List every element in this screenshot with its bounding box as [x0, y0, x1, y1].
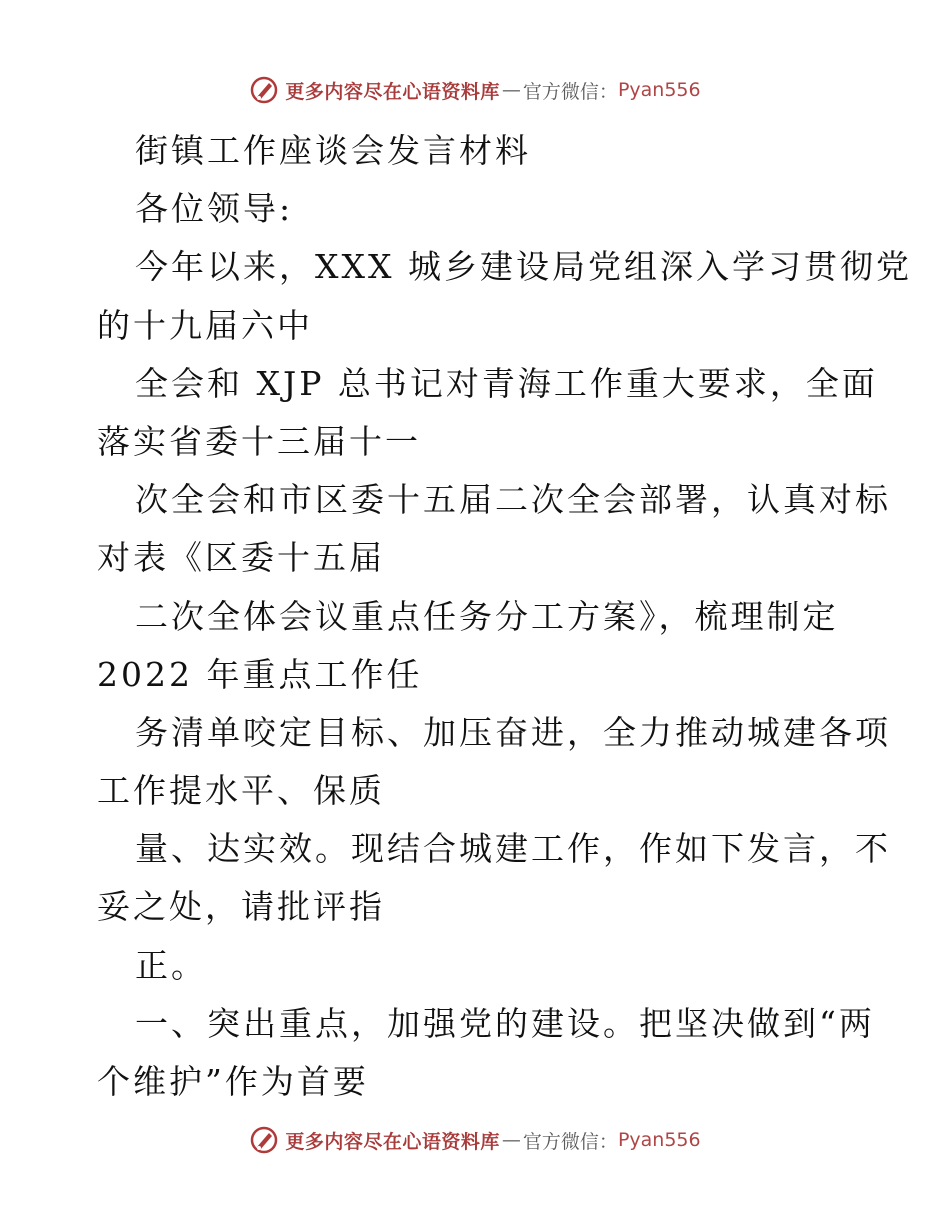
watermark-code: Pyan556 [617, 79, 701, 101]
watermark-label: 官方微信： [522, 80, 618, 103]
doc-line: 妥之处，请批评指 [97, 887, 385, 927]
watermark-label: 官方微信： [522, 1130, 618, 1153]
header-watermark [0, 70, 950, 110]
doc-salutation: 各位领导: [135, 189, 294, 229]
watermark-text: 更多内容尽在心语资料库 [285, 80, 500, 103]
doc-line: 今年以来，XXX 城乡建设局党组深入学习贯彻党 [135, 247, 912, 287]
doc-line: 落实省委十三届十一 [97, 421, 421, 461]
doc-line: 务清单咬定目标、加压奋进，全力推动城建各项 [135, 712, 891, 752]
doc-heading: 一、突出重点，加强党的建设。把坚决做到“两 [135, 1003, 875, 1043]
watermark-text: 更多内容尽在心语资料库 [285, 1130, 500, 1153]
pen-logo-icon [249, 1125, 279, 1155]
doc-line: 二次全体会议重点任务分工方案》，梳理制定 [135, 596, 839, 636]
pen-logo-icon [249, 75, 279, 105]
doc-title: 街镇工作座谈会发言材料 [135, 131, 531, 170]
doc-line: 的十九届六中 [97, 305, 313, 345]
doc-line: 次全会和市区委十五届二次全会部署，认真对标 [135, 480, 891, 520]
doc-line: 正。 [135, 945, 207, 985]
watermark-dash: — [501, 1129, 521, 1151]
watermark-code: Pyan556 [617, 1129, 701, 1151]
doc-line: 对表《区委十五届 [97, 538, 385, 578]
doc-line: 工作提水平、保质 [97, 771, 385, 811]
footer-watermark [0, 1120, 950, 1160]
doc-line: 2022 年重点工作任 [97, 654, 423, 694]
doc-line: 全会和 XJP 总书记对青海工作重大要求，全面 [135, 363, 878, 403]
watermark-dash: — [501, 79, 521, 101]
doc-line: 个维护”作为首要 [97, 1062, 369, 1101]
doc-line: 量、达实效。现结合城建工作，作如下发言，不 [135, 829, 891, 869]
document-body [97, 122, 912, 1111]
